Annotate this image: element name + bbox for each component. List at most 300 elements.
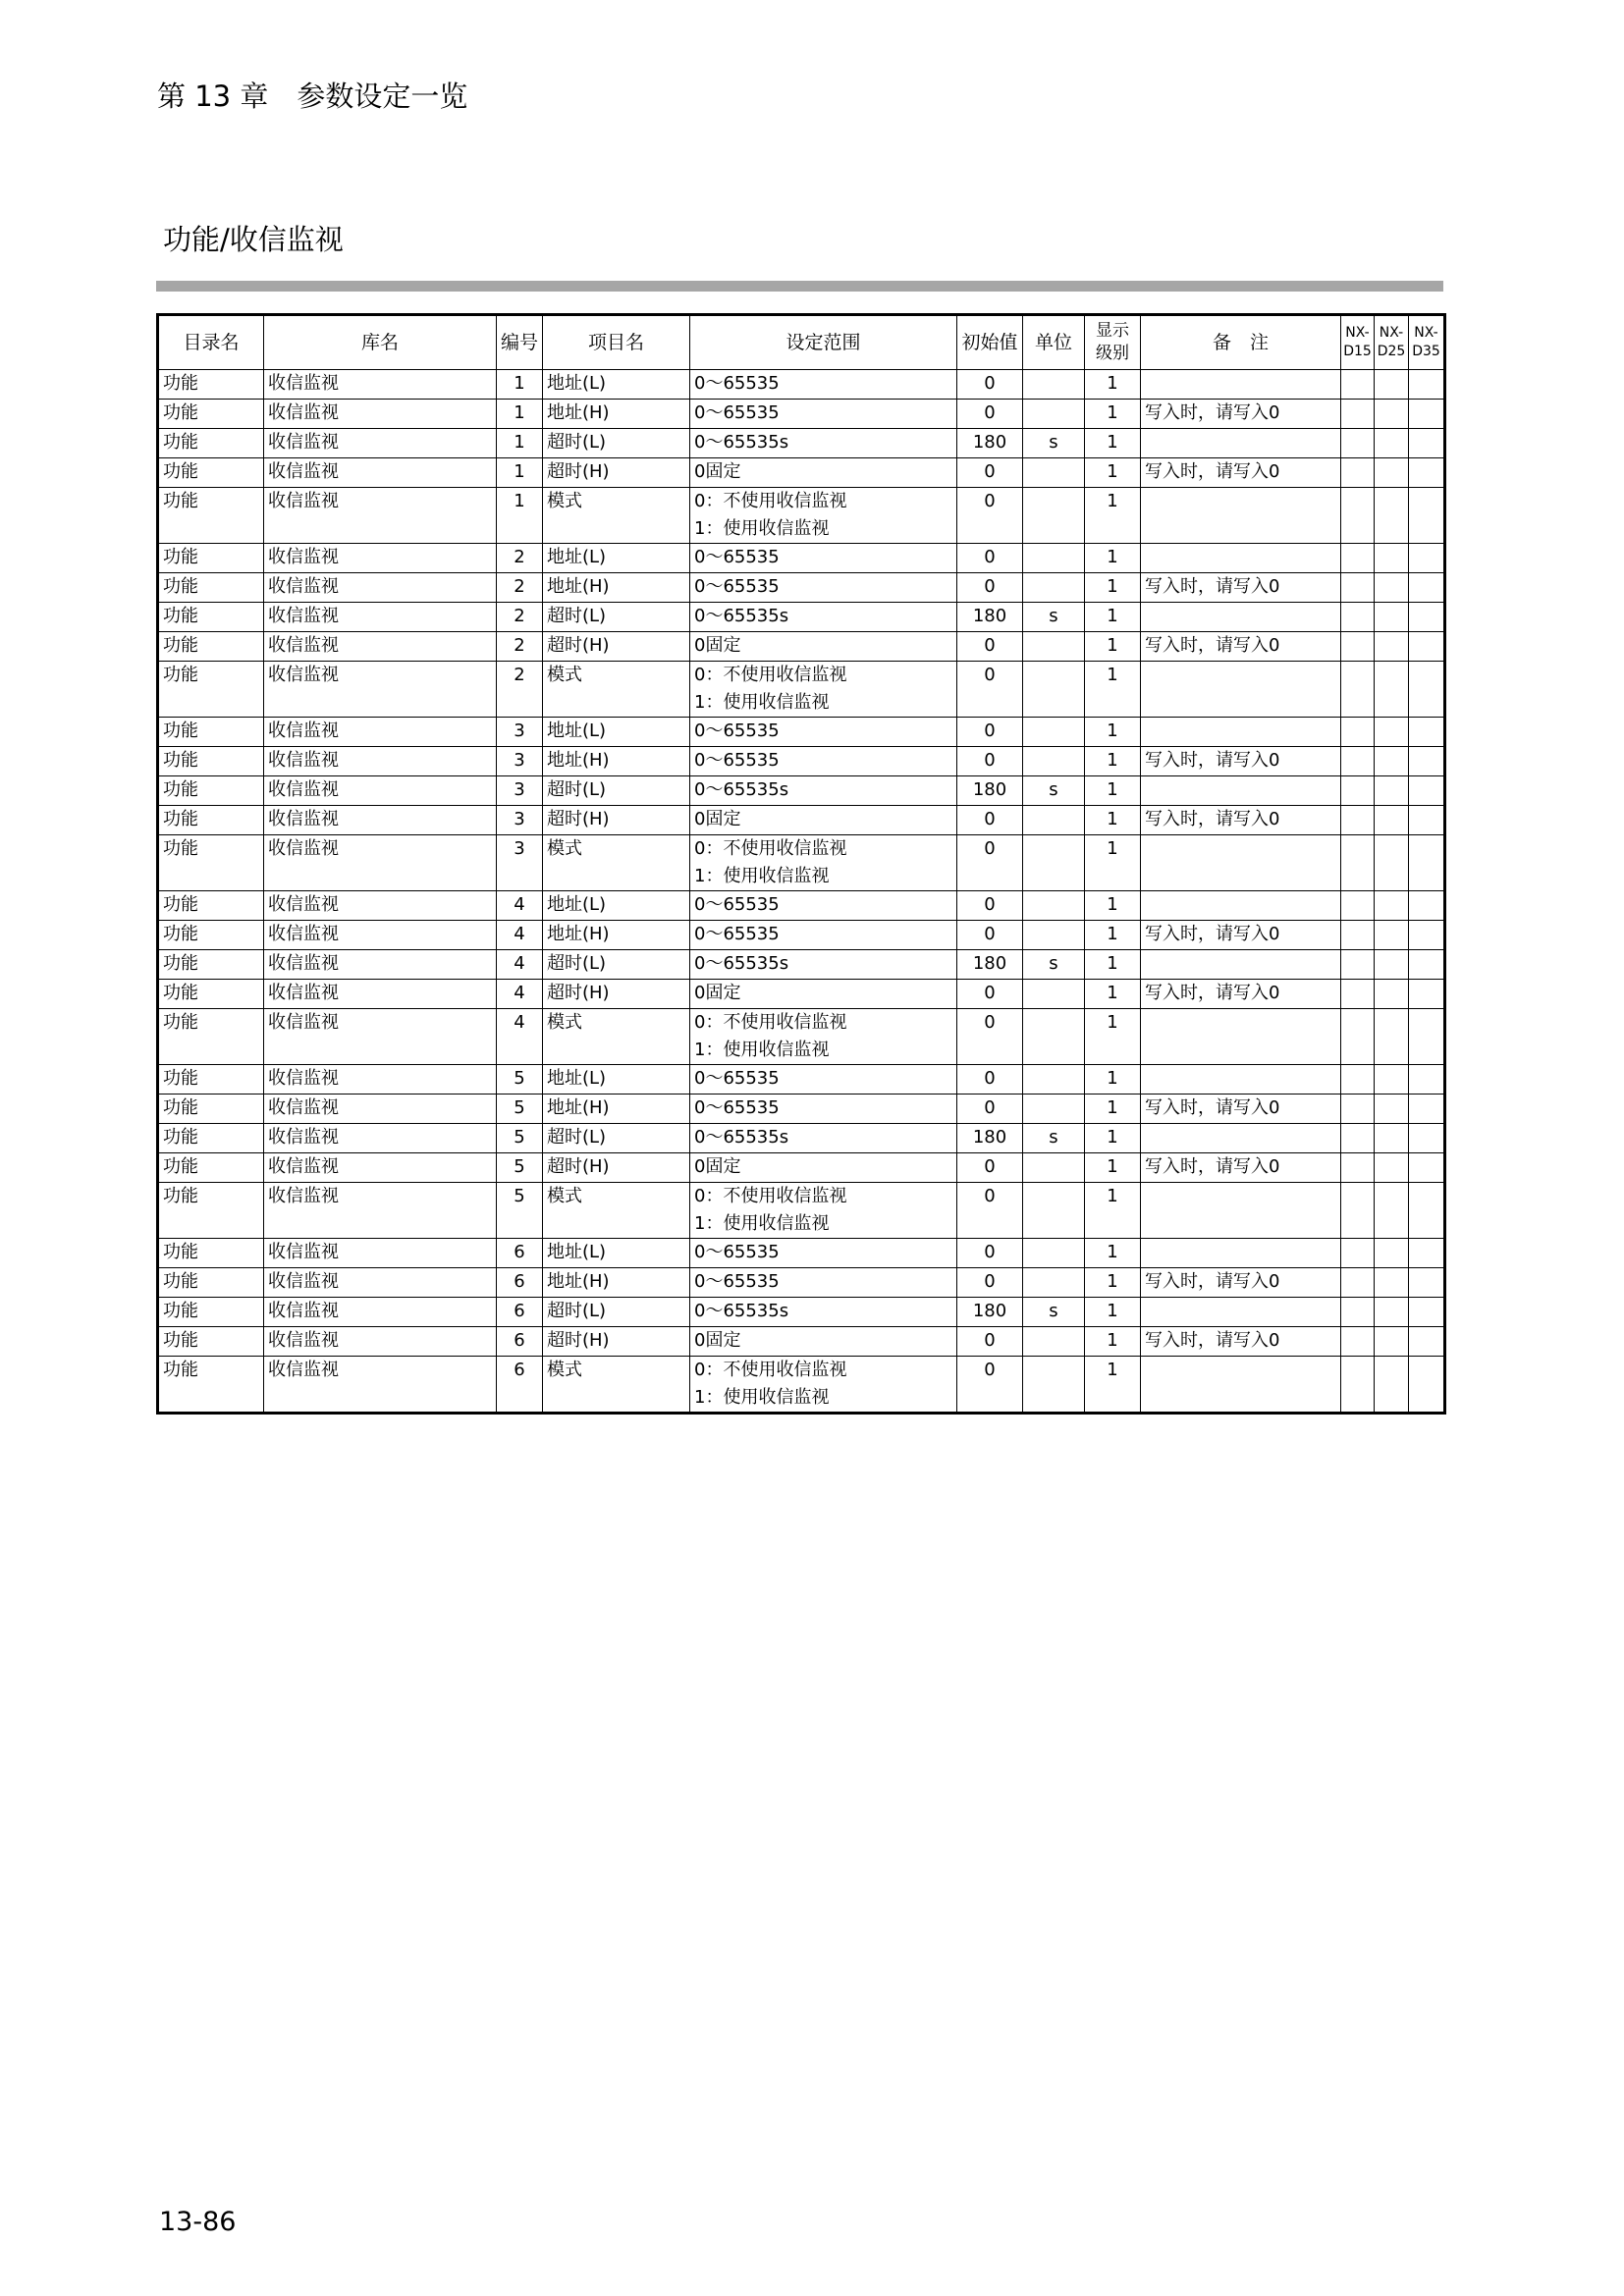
cell-nx-d25: [1375, 458, 1409, 488]
cell-library: 收信监视: [264, 747, 497, 776]
cell-display-level: 1: [1085, 1065, 1141, 1095]
cell-nx-d35: [1409, 632, 1445, 662]
cell-nx-d25: [1375, 603, 1409, 632]
cell-item: 模式: [543, 1009, 690, 1065]
cell-unit: [1023, 718, 1085, 747]
cell-unit: s: [1023, 776, 1085, 806]
cell-unit: [1023, 1239, 1085, 1268]
cell-initial: 0: [957, 835, 1023, 891]
cell-library: 收信监视: [264, 1183, 497, 1239]
cell-unit: [1023, 370, 1085, 400]
cell-library: 收信监视: [264, 921, 497, 950]
cell-initial: 0: [957, 921, 1023, 950]
cell-library: 收信监视: [264, 632, 497, 662]
cell-nx-d35: [1409, 458, 1445, 488]
cell-number: 3: [497, 835, 543, 891]
cell-remarks: 写入时，请写入0: [1141, 747, 1341, 776]
table-row: [158, 544, 1445, 573]
cell-library: 收信监视: [264, 544, 497, 573]
cell-range: 0～65535s: [690, 429, 957, 458]
cell-item: 模式: [543, 662, 690, 718]
cell-nx-d35: [1409, 718, 1445, 747]
cell-range: 0固定: [690, 458, 957, 488]
cell-unit: s: [1023, 1298, 1085, 1327]
cell-number: 2: [497, 573, 543, 603]
table-row: [158, 1327, 1445, 1357]
table-row: [158, 1009, 1445, 1065]
cell-remarks: 写入时，请写入0: [1141, 400, 1341, 429]
cell-remarks: [1141, 950, 1341, 980]
cell-range: 0：不使用收信监视 1：使用收信监视: [690, 662, 957, 718]
cell-initial: 180: [957, 603, 1023, 632]
cell-catalog: 功能: [158, 1183, 264, 1239]
cell-nx-d15: [1341, 747, 1375, 776]
header-range: 设定范围: [690, 315, 957, 370]
cell-range: 0固定: [690, 806, 957, 835]
cell-nx-d35: [1409, 429, 1445, 458]
cell-range: 0～65535: [690, 400, 957, 429]
cell-library: 收信监视: [264, 370, 497, 400]
cell-catalog: 功能: [158, 488, 264, 544]
cell-catalog: 功能: [158, 370, 264, 400]
cell-display-level: 1: [1085, 1153, 1141, 1183]
cell-number: 3: [497, 806, 543, 835]
cell-remarks: 写入时，请写入0: [1141, 1268, 1341, 1298]
cell-unit: s: [1023, 429, 1085, 458]
cell-remarks: [1141, 1124, 1341, 1153]
cell-remarks: [1141, 662, 1341, 718]
cell-nx-d15: [1341, 980, 1375, 1009]
cell-item: 超时(H): [543, 1153, 690, 1183]
cell-unit: [1023, 1268, 1085, 1298]
cell-remarks: 写入时，请写入0: [1141, 573, 1341, 603]
cell-catalog: 功能: [158, 1153, 264, 1183]
cell-library: 收信监视: [264, 1327, 497, 1357]
cell-unit: [1023, 980, 1085, 1009]
table-row: [158, 835, 1445, 891]
header-library: 库名: [264, 315, 497, 370]
table-row: [158, 632, 1445, 662]
cell-catalog: 功能: [158, 429, 264, 458]
cell-number: 6: [497, 1357, 543, 1414]
cell-item: 模式: [543, 1357, 690, 1414]
table-row: [158, 573, 1445, 603]
cell-catalog: 功能: [158, 458, 264, 488]
cell-display-level: 1: [1085, 776, 1141, 806]
cell-library: 收信监视: [264, 429, 497, 458]
cell-nx-d15: [1341, 950, 1375, 980]
cell-range: 0：不使用收信监视 1：使用收信监视: [690, 835, 957, 891]
cell-display-level: 1: [1085, 458, 1141, 488]
cell-unit: [1023, 400, 1085, 429]
cell-item: 地址(H): [543, 747, 690, 776]
cell-nx-d35: [1409, 806, 1445, 835]
cell-library: 收信监视: [264, 1357, 497, 1414]
cell-catalog: 功能: [158, 1124, 264, 1153]
cell-nx-d35: [1409, 891, 1445, 921]
cell-item: 超时(L): [543, 1298, 690, 1327]
cell-unit: [1023, 1153, 1085, 1183]
header-nx-d15: NX- D15: [1341, 315, 1375, 370]
cell-initial: 180: [957, 950, 1023, 980]
cell-initial: 0: [957, 1268, 1023, 1298]
cell-catalog: 功能: [158, 1327, 264, 1357]
cell-number: 6: [497, 1298, 543, 1327]
cell-nx-d15: [1341, 1268, 1375, 1298]
table-row: [158, 1124, 1445, 1153]
cell-nx-d15: [1341, 1065, 1375, 1095]
table-row: [158, 1183, 1445, 1239]
cell-initial: 0: [957, 1009, 1023, 1065]
table-row: [158, 950, 1445, 980]
cell-remarks: [1141, 1357, 1341, 1414]
cell-unit: [1023, 921, 1085, 950]
cell-range: 0～65535: [690, 1239, 957, 1268]
cell-nx-d15: [1341, 921, 1375, 950]
cell-nx-d35: [1409, 488, 1445, 544]
chapter-heading: 第 13 章 参数设定一览: [157, 80, 468, 113]
cell-initial: 0: [957, 1327, 1023, 1357]
cell-nx-d25: [1375, 429, 1409, 458]
parameter-table: [156, 313, 1446, 1415]
cell-remarks: [1141, 544, 1341, 573]
cell-library: 收信监视: [264, 718, 497, 747]
cell-catalog: 功能: [158, 573, 264, 603]
cell-initial: 0: [957, 747, 1023, 776]
cell-nx-d15: [1341, 718, 1375, 747]
table-row: [158, 891, 1445, 921]
cell-number: 2: [497, 632, 543, 662]
cell-unit: [1023, 1327, 1085, 1357]
cell-remarks: [1141, 835, 1341, 891]
cell-item: 超时(H): [543, 806, 690, 835]
cell-number: 6: [497, 1327, 543, 1357]
cell-unit: [1023, 1095, 1085, 1124]
cell-display-level: 1: [1085, 921, 1141, 950]
cell-catalog: 功能: [158, 603, 264, 632]
table-row: [158, 488, 1445, 544]
cell-catalog: 功能: [158, 400, 264, 429]
cell-nx-d25: [1375, 1153, 1409, 1183]
cell-nx-d15: [1341, 1183, 1375, 1239]
cell-display-level: 1: [1085, 1268, 1141, 1298]
cell-initial: 0: [957, 662, 1023, 718]
cell-display-level: 1: [1085, 891, 1141, 921]
cell-initial: 0: [957, 488, 1023, 544]
cell-item: 超时(H): [543, 632, 690, 662]
cell-display-level: 1: [1085, 1009, 1141, 1065]
cell-initial: 0: [957, 1357, 1023, 1414]
cell-range: 0～65535s: [690, 950, 957, 980]
cell-unit: [1023, 544, 1085, 573]
cell-nx-d35: [1409, 980, 1445, 1009]
cell-number: 6: [497, 1239, 543, 1268]
cell-number: 1: [497, 370, 543, 400]
cell-item: 模式: [543, 1183, 690, 1239]
cell-initial: 180: [957, 776, 1023, 806]
cell-nx-d25: [1375, 718, 1409, 747]
cell-catalog: 功能: [158, 632, 264, 662]
cell-catalog: 功能: [158, 1298, 264, 1327]
cell-number: 2: [497, 662, 543, 718]
table-row: [158, 718, 1445, 747]
cell-number: 4: [497, 891, 543, 921]
cell-library: 收信监视: [264, 400, 497, 429]
cell-range: 0固定: [690, 980, 957, 1009]
cell-nx-d35: [1409, 370, 1445, 400]
cell-library: 收信监视: [264, 891, 497, 921]
cell-nx-d25: [1375, 747, 1409, 776]
cell-number: 5: [497, 1153, 543, 1183]
cell-display-level: 1: [1085, 429, 1141, 458]
cell-display-level: 1: [1085, 662, 1141, 718]
cell-catalog: 功能: [158, 1009, 264, 1065]
cell-display-level: 1: [1085, 1183, 1141, 1239]
cell-item: 超时(L): [543, 950, 690, 980]
cell-unit: [1023, 662, 1085, 718]
cell-catalog: 功能: [158, 776, 264, 806]
cell-unit: [1023, 458, 1085, 488]
cell-nx-d35: [1409, 662, 1445, 718]
cell-initial: 0: [957, 806, 1023, 835]
cell-nx-d15: [1341, 1239, 1375, 1268]
cell-display-level: 1: [1085, 1357, 1141, 1414]
cell-remarks: 写入时，请写入0: [1141, 1153, 1341, 1183]
cell-nx-d35: [1409, 544, 1445, 573]
cell-item: 超时(L): [543, 1124, 690, 1153]
table-row: [158, 458, 1445, 488]
cell-nx-d35: [1409, 1239, 1445, 1268]
cell-library: 收信监视: [264, 1153, 497, 1183]
cell-nx-d15: [1341, 603, 1375, 632]
cell-catalog: 功能: [158, 1239, 264, 1268]
cell-range: 0～65535: [690, 370, 957, 400]
cell-item: 超时(H): [543, 980, 690, 1009]
cell-nx-d15: [1341, 1095, 1375, 1124]
cell-remarks: 写入时，请写入0: [1141, 1327, 1341, 1357]
table-row: [158, 1357, 1445, 1414]
table-row: [158, 603, 1445, 632]
cell-remarks: [1141, 1183, 1341, 1239]
cell-item: 超时(L): [543, 603, 690, 632]
cell-display-level: 1: [1085, 835, 1141, 891]
cell-remarks: 写入时，请写入0: [1141, 980, 1341, 1009]
cell-number: 4: [497, 1009, 543, 1065]
cell-initial: 0: [957, 1239, 1023, 1268]
cell-catalog: 功能: [158, 1357, 264, 1414]
cell-nx-d35: [1409, 603, 1445, 632]
cell-remarks: 写入时，请写入0: [1141, 806, 1341, 835]
cell-number: 1: [497, 400, 543, 429]
cell-library: 收信监视: [264, 1009, 497, 1065]
cell-nx-d25: [1375, 1183, 1409, 1239]
cell-remarks: 写入时，请写入0: [1141, 1095, 1341, 1124]
cell-remarks: [1141, 891, 1341, 921]
cell-unit: [1023, 1065, 1085, 1095]
cell-number: 5: [497, 1065, 543, 1095]
cell-initial: 0: [957, 400, 1023, 429]
header-nx-d35: NX- D35: [1409, 315, 1445, 370]
cell-range: 0：不使用收信监视 1：使用收信监视: [690, 1183, 957, 1239]
cell-nx-d25: [1375, 488, 1409, 544]
header-remarks: 备 注: [1141, 315, 1341, 370]
cell-nx-d25: [1375, 544, 1409, 573]
cell-nx-d25: [1375, 1009, 1409, 1065]
cell-number: 3: [497, 747, 543, 776]
cell-nx-d25: [1375, 1327, 1409, 1357]
cell-number: 2: [497, 544, 543, 573]
cell-library: 收信监视: [264, 1268, 497, 1298]
cell-nx-d25: [1375, 776, 1409, 806]
cell-nx-d25: [1375, 370, 1409, 400]
cell-nx-d25: [1375, 835, 1409, 891]
cell-unit: [1023, 573, 1085, 603]
cell-initial: 0: [957, 1095, 1023, 1124]
cell-item: 超时(L): [543, 429, 690, 458]
cell-nx-d35: [1409, 921, 1445, 950]
cell-initial: 180: [957, 1298, 1023, 1327]
cell-catalog: 功能: [158, 1268, 264, 1298]
cell-item: 地址(H): [543, 573, 690, 603]
cell-display-level: 1: [1085, 400, 1141, 429]
cell-range: 0：不使用收信监视 1：使用收信监视: [690, 1009, 957, 1065]
cell-initial: 180: [957, 1124, 1023, 1153]
header-unit: 单位: [1023, 315, 1085, 370]
cell-nx-d35: [1409, 776, 1445, 806]
cell-number: 3: [497, 776, 543, 806]
header-number: 编号: [497, 315, 543, 370]
cell-nx-d15: [1341, 1298, 1375, 1327]
cell-range: 0～65535: [690, 1095, 957, 1124]
table-row: [158, 806, 1445, 835]
cell-display-level: 1: [1085, 1095, 1141, 1124]
cell-remarks: 写入时，请写入0: [1141, 632, 1341, 662]
header-catalog: 目录名: [158, 315, 264, 370]
cell-range: 0～65535s: [690, 1298, 957, 1327]
cell-nx-d15: [1341, 1124, 1375, 1153]
cell-catalog: 功能: [158, 891, 264, 921]
cell-catalog: 功能: [158, 1095, 264, 1124]
cell-library: 收信监视: [264, 573, 497, 603]
cell-nx-d15: [1341, 1009, 1375, 1065]
cell-unit: [1023, 891, 1085, 921]
cell-display-level: 1: [1085, 1239, 1141, 1268]
table-row: [158, 400, 1445, 429]
cell-item: 超时(L): [543, 776, 690, 806]
cell-item: 地址(H): [543, 1268, 690, 1298]
cell-unit: s: [1023, 603, 1085, 632]
cell-nx-d25: [1375, 662, 1409, 718]
cell-library: 收信监视: [264, 835, 497, 891]
cell-nx-d35: [1409, 747, 1445, 776]
cell-number: 1: [497, 488, 543, 544]
table-row: [158, 429, 1445, 458]
table-header-row: [158, 315, 1445, 370]
cell-nx-d15: [1341, 632, 1375, 662]
cell-nx-d25: [1375, 1124, 1409, 1153]
cell-number: 6: [497, 1268, 543, 1298]
cell-nx-d25: [1375, 1298, 1409, 1327]
cell-display-level: 1: [1085, 603, 1141, 632]
cell-unit: s: [1023, 950, 1085, 980]
cell-item: 超时(H): [543, 1327, 690, 1357]
cell-nx-d35: [1409, 1153, 1445, 1183]
table-row: [158, 370, 1445, 400]
cell-range: 0～65535: [690, 1065, 957, 1095]
cell-item: 地址(L): [543, 1239, 690, 1268]
cell-initial: 0: [957, 632, 1023, 662]
cell-nx-d35: [1409, 573, 1445, 603]
cell-library: 收信监视: [264, 980, 497, 1009]
cell-library: 收信监视: [264, 603, 497, 632]
cell-initial: 0: [957, 980, 1023, 1009]
cell-unit: [1023, 1183, 1085, 1239]
cell-nx-d15: [1341, 806, 1375, 835]
cell-remarks: 写入时，请写入0: [1141, 458, 1341, 488]
cell-nx-d25: [1375, 806, 1409, 835]
cell-remarks: [1141, 1298, 1341, 1327]
cell-catalog: 功能: [158, 1065, 264, 1095]
cell-nx-d35: [1409, 1268, 1445, 1298]
cell-display-level: 1: [1085, 950, 1141, 980]
cell-nx-d25: [1375, 1065, 1409, 1095]
page-number: 13-86: [159, 2207, 237, 2237]
cell-initial: 180: [957, 429, 1023, 458]
cell-library: 收信监视: [264, 806, 497, 835]
cell-nx-d25: [1375, 921, 1409, 950]
cell-library: 收信监视: [264, 950, 497, 980]
cell-initial: 0: [957, 370, 1023, 400]
cell-library: 收信监视: [264, 488, 497, 544]
cell-nx-d15: [1341, 776, 1375, 806]
cell-catalog: 功能: [158, 747, 264, 776]
cell-nx-d35: [1409, 1298, 1445, 1327]
cell-remarks: [1141, 1065, 1341, 1095]
cell-item: 超时(H): [543, 458, 690, 488]
cell-remarks: [1141, 603, 1341, 632]
cell-number: 2: [497, 603, 543, 632]
cell-range: 0：不使用收信监视 1：使用收信监视: [690, 1357, 957, 1414]
table-row: [158, 1065, 1445, 1095]
cell-library: 收信监视: [264, 1298, 497, 1327]
cell-nx-d35: [1409, 1357, 1445, 1414]
cell-remarks: [1141, 429, 1341, 458]
cell-nx-d15: [1341, 458, 1375, 488]
cell-nx-d15: [1341, 1327, 1375, 1357]
cell-range: 0～65535: [690, 718, 957, 747]
cell-nx-d25: [1375, 980, 1409, 1009]
cell-unit: s: [1023, 1124, 1085, 1153]
cell-nx-d15: [1341, 429, 1375, 458]
cell-nx-d35: [1409, 1065, 1445, 1095]
cell-nx-d25: [1375, 400, 1409, 429]
cell-number: 4: [497, 921, 543, 950]
cell-range: 0～65535s: [690, 776, 957, 806]
cell-remarks: [1141, 488, 1341, 544]
cell-initial: 0: [957, 544, 1023, 573]
table-row: [158, 1239, 1445, 1268]
header-initial: 初始值: [957, 315, 1023, 370]
cell-display-level: 1: [1085, 747, 1141, 776]
cell-nx-d25: [1375, 632, 1409, 662]
cell-nx-d15: [1341, 1153, 1375, 1183]
table-row: [158, 921, 1445, 950]
cell-unit: [1023, 1009, 1085, 1065]
cell-library: 收信监视: [264, 1124, 497, 1153]
cell-nx-d35: [1409, 835, 1445, 891]
cell-item: 地址(L): [543, 718, 690, 747]
cell-catalog: 功能: [158, 662, 264, 718]
